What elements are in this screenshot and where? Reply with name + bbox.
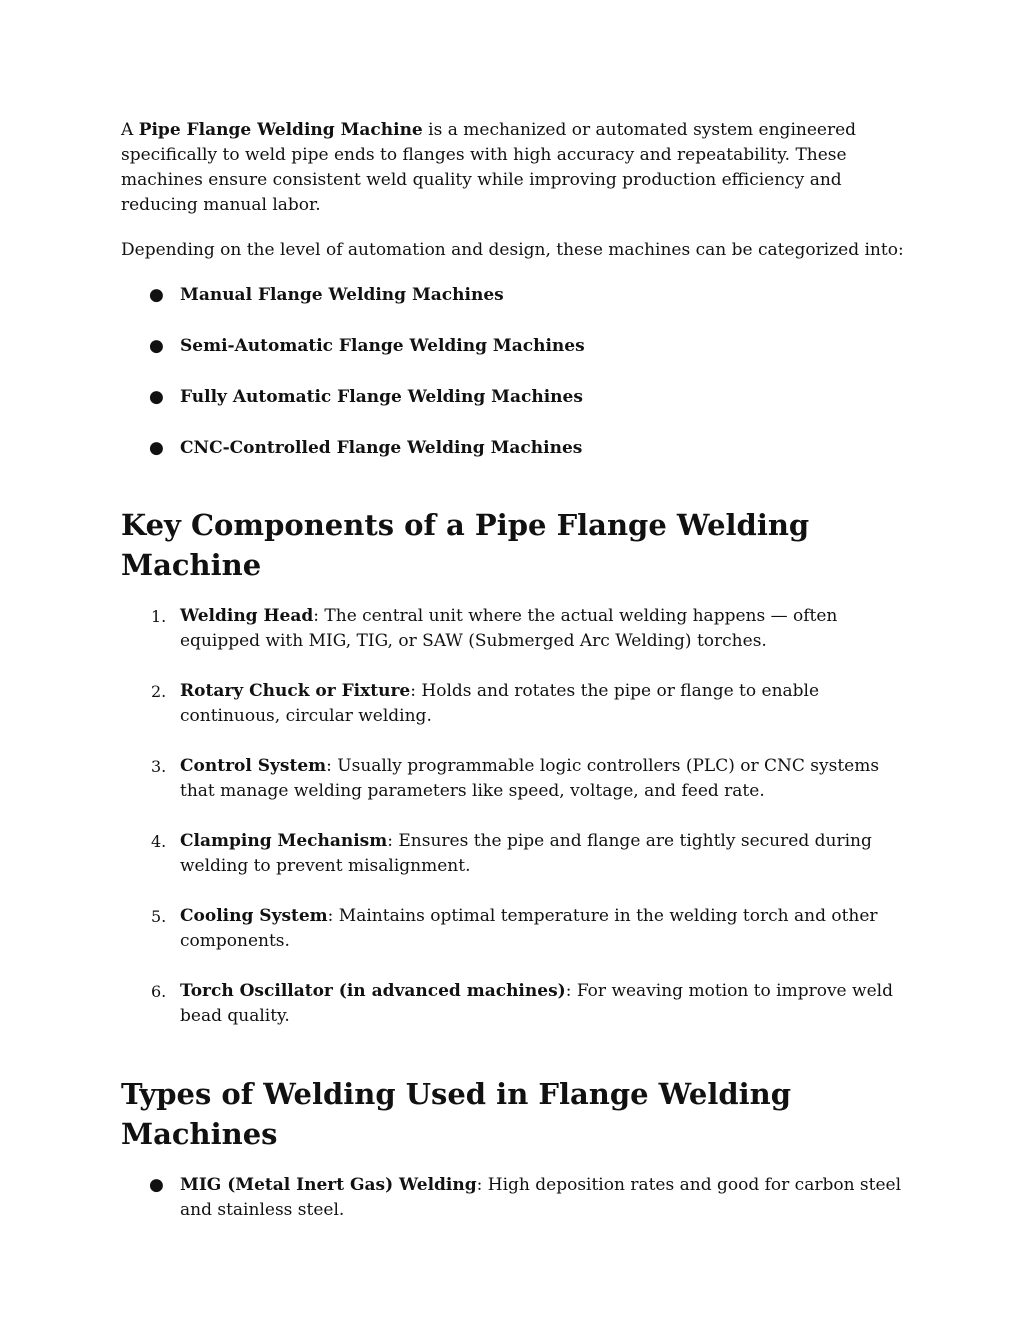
list-item	[121, 436, 911, 461]
list-number: 1.	[151, 607, 167, 626]
component-term: Rotary Chuck or Fixture	[180, 681, 411, 701]
component-text: : Holds and rotates the pipe or flange to enable continuous, circular welding.	[180, 681, 820, 726]
component-term: Cooling System	[180, 906, 328, 926]
intro-term: Pipe Flange Welding Machine	[138, 120, 423, 140]
component-text: : Maintains optimal temperature in the welding torch and other components.	[180, 906, 878, 951]
list-item	[121, 334, 911, 359]
list-item	[121, 1173, 911, 1223]
bullet-icon: ●	[149, 438, 164, 458]
types-list	[121, 1173, 911, 1223]
document-page	[121, 118, 911, 1223]
list-item	[121, 829, 911, 879]
component-text: : Ensures the pipe and flange are tightly secured during welding to prevent misalignment.	[180, 831, 872, 876]
lead-paragraph: Depending on the level of automation and design, these machines can be categorized into:	[121, 240, 904, 260]
type-text: : High deposition rates and good for carbon steel and stainless steel.	[180, 1175, 902, 1220]
intro-text: is a mechanized or automated system engineered specifically to weld pipe ends to flanges with high accuracy and repeatability. These machines ensure consistent weld quality while improving production efficiency and reducing manual labor.	[121, 120, 857, 215]
intro-prefix: A	[121, 120, 139, 140]
intro-paragraph	[121, 118, 911, 218]
category-label: CNC-Controlled Flange Welding Machines	[180, 438, 583, 458]
list-number: 3.	[151, 757, 167, 776]
list-number: 2.	[151, 682, 167, 701]
list-item	[121, 679, 911, 729]
list-item	[121, 904, 911, 954]
component-term: Welding Head	[180, 606, 314, 626]
bullet-icon: ●	[149, 336, 164, 356]
list-number: 6.	[151, 982, 167, 1001]
list-item	[121, 604, 911, 654]
component-term: Control System	[180, 756, 327, 776]
component-term: Clamping Mechanism	[180, 831, 388, 851]
types-heading: Types of Welding Used in Flange Welding Machines	[121, 1077, 792, 1151]
component-text: : The central unit where the actual welding happens — often equipped with MIG, TIG, or SAW (Submerged Arc Welding) torches.	[180, 606, 838, 651]
list-number: 5.	[151, 907, 167, 926]
list-item	[121, 385, 911, 410]
components-list	[121, 604, 911, 1029]
category-list	[121, 283, 911, 461]
list-item	[121, 754, 911, 804]
components-heading: Key Components of a Pipe Flange Welding Machine	[121, 508, 810, 582]
component-term: Torch Oscillator (in advanced machines)	[180, 981, 566, 1001]
component-text: : Usually programmable logic controllers (PLC) or CNC systems that manage welding parameters like speed, voltage, and feed rate.	[180, 756, 880, 801]
category-label: Manual Flange Welding Machines	[180, 285, 504, 305]
bullet-icon: ●	[149, 1175, 164, 1195]
category-label: Semi-Automatic Flange Welding Machines	[180, 336, 585, 356]
bullet-icon: ●	[149, 285, 164, 305]
list-item	[121, 979, 911, 1029]
component-text: : For weaving motion to improve weld bead quality.	[180, 981, 893, 1026]
bullet-icon: ●	[149, 387, 164, 407]
list-item	[121, 283, 911, 308]
category-label: Fully Automatic Flange Welding Machines	[180, 387, 583, 407]
type-term: MIG (Metal Inert Gas) Welding	[180, 1175, 477, 1195]
list-number: 4.	[151, 832, 167, 851]
